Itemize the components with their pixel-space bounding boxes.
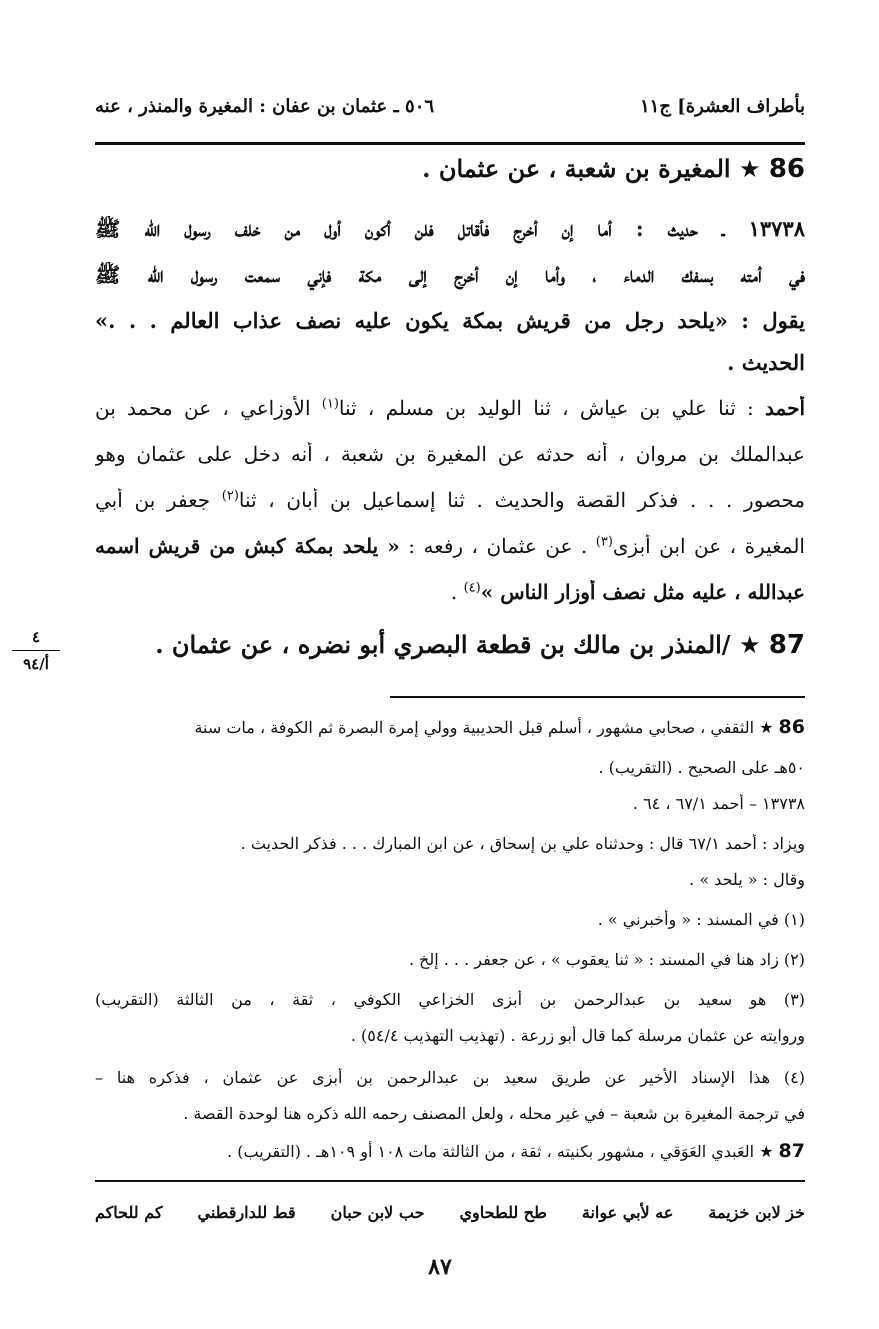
header-rule — [95, 142, 805, 145]
star-icon: ★ — [738, 155, 761, 183]
hadith-line-4: الحديث . — [727, 350, 805, 375]
entry-87-number: 87 — [768, 630, 805, 660]
abbrev-item: حب لابن حبان — [330, 1202, 425, 1222]
abbrev-item: خز لابن خزيمة — [708, 1202, 805, 1222]
note-text: ★ العَبدي العَوَقي ، مشهور بكنيته ، ثقة ، من الثالثة مات ١٠٨ أو ١٠٩هـ . (التقريب) . — [227, 1142, 779, 1161]
note-text: ★ الثقفي ، صحابي مشهور ، أسلم قبل الحديبية وولي إمرة البصرة ثم الكوفة ، مات سنة — [194, 718, 779, 737]
abbrev-item: طح للطحاوي — [459, 1202, 547, 1222]
abbrev-item: قط للدارقطني — [197, 1202, 296, 1222]
folio-top: ٤ — [31, 628, 41, 646]
folio-divider — [12, 650, 60, 651]
note-86-line-1 — [95, 716, 805, 746]
note-87-number: 87 — [778, 1140, 805, 1162]
footnote-4-line-2: في ترجمة المغيرة بن شعبة – في غير محله ، ولعل المصنف رحمه الله ذكره هنا لوحدة القصة . — [183, 1104, 805, 1123]
hadith-line-3: يقول : «يلحد رجل من قريش بمكة يكون عليه نصف عذاب العالم . . .» — [95, 308, 805, 333]
entry-87-text: /المنذر بن مالك بن قطعة البصري أبو نضره ، عن عثمان . — [155, 630, 731, 659]
footnote-ref-3: (٣) — [595, 534, 613, 550]
entry-86-heading — [95, 154, 805, 198]
chain-text: : ثنا علي بن عياش ، ثنا الوليد بن مسلم ، ثنا — [338, 396, 766, 420]
running-header — [95, 86, 805, 126]
footnote-ref-1: (١) — [321, 396, 339, 412]
abbrev-item: عه لأبي عوانة — [581, 1202, 674, 1222]
header-section: ٥٠٦ ـ عثمان بن عفان : المغيرة والمنذر ، عنه — [95, 95, 435, 117]
matn-text: عبدالله ، عليه مثل نصف أوزار الناس » — [480, 580, 805, 604]
chain-line-3 — [95, 488, 805, 528]
abbreviations-legend — [95, 1196, 805, 1228]
footnote-1: (١) في المسند : « وأخبرني » . — [597, 910, 805, 929]
entry-86-number: 86 — [768, 154, 805, 184]
page-number: ٨٧ — [428, 1254, 452, 1280]
footnote-ref-4: (٤) — [463, 580, 481, 596]
chain-line-2: عبدالملك بن مروان ، أنه حدثه عن المغيرة بن شعبة ، أنه دخل على عثمان وهو — [95, 442, 805, 466]
chain-line-4 — [95, 534, 805, 574]
folio-bottom: أ/٩٤ — [23, 655, 49, 673]
chain-text: المغيرة ، عن ابن أبزى — [612, 534, 805, 558]
footnote-ref-2: (٢) — [221, 488, 239, 504]
source-name: أحمد — [765, 396, 805, 420]
note-hadith-ref: ١٣٧٣٨ – أحمد ٦٧/١ ، ٦٤ . — [632, 794, 805, 813]
note-87 — [95, 1140, 805, 1170]
footnote-2: (٢) زاد هنا في المسند : « ثنا يعقوب » ، عن جعفر . . . إلخ . — [408, 950, 805, 969]
header-volume: بأطراف العشرة] ج١١ — [639, 95, 805, 117]
footnote-3-line-2: وروايته عن عثمان مرسلة كما قال أبو زرعة . (تهذيب التهذيب ٥٤/٤) . — [350, 1026, 805, 1045]
manuscript-folio-marker — [10, 628, 62, 684]
chain-text: جعفر بن أبي — [95, 488, 222, 512]
abbrev-item: كم للحاكم — [95, 1202, 163, 1222]
entry-87-heading — [95, 630, 805, 674]
chain-text: محصور . . . فذكر القصة والحديث . ثنا إسماعيل بن أبان ، ثنا — [238, 488, 805, 512]
hadith-line-1: ١٣٧٣٨ ـ حديث : أما إن أخرج فأقاتل فلن أكون أول من خلف رسول الله ﷺ — [95, 216, 805, 241]
footer-rule — [95, 1180, 805, 1182]
star-icon: ★ — [738, 631, 761, 659]
hadith-line-2: في أمته بسفك الدماء ، وأما إن أخرج إلى مكة فإني سمعت رسول الله ﷺ — [95, 262, 805, 287]
chain-text: الأوزاعي ، عن محمد بن — [95, 396, 322, 420]
chain-line-1 — [95, 396, 805, 436]
note-86-number: 86 — [778, 716, 805, 738]
footnote-4-line-1: (٤) هذا الإسناد الأخير عن طريق سعيد بن عبدالرحمن بن أبزى عن عثمان ، فذكره هنا – — [95, 1068, 805, 1087]
note-additional-2: وقال : « يلحد » . — [689, 870, 805, 889]
entry-86-text: المغيرة بن شعبة ، عن عثمان . — [422, 154, 731, 183]
chain-text: . عن عثمان ، رفعه : — [399, 534, 596, 558]
matn-text: « يلحد بمكة كبش من قريش اسمه — [95, 534, 400, 558]
footnote-3-line-1: (٣) هو سعيد بن عبدالرحمن بن أبزى الخزاعي الكوفي ، ثقة ، من الثالثة (التقريب) — [95, 990, 805, 1009]
chain-line-5 — [95, 580, 805, 620]
note-86-line-2: ٥٠هـ على الصحيح . (التقريب) . — [598, 758, 805, 777]
note-additional: ويزاد : أحمد ٦٧/١ قال : وحدثناه علي بن إسحاق ، عن ابن المبارك . . . فذكر الحديث . — [240, 834, 805, 853]
chain-text: . — [450, 580, 464, 604]
notes-rule — [390, 696, 805, 698]
